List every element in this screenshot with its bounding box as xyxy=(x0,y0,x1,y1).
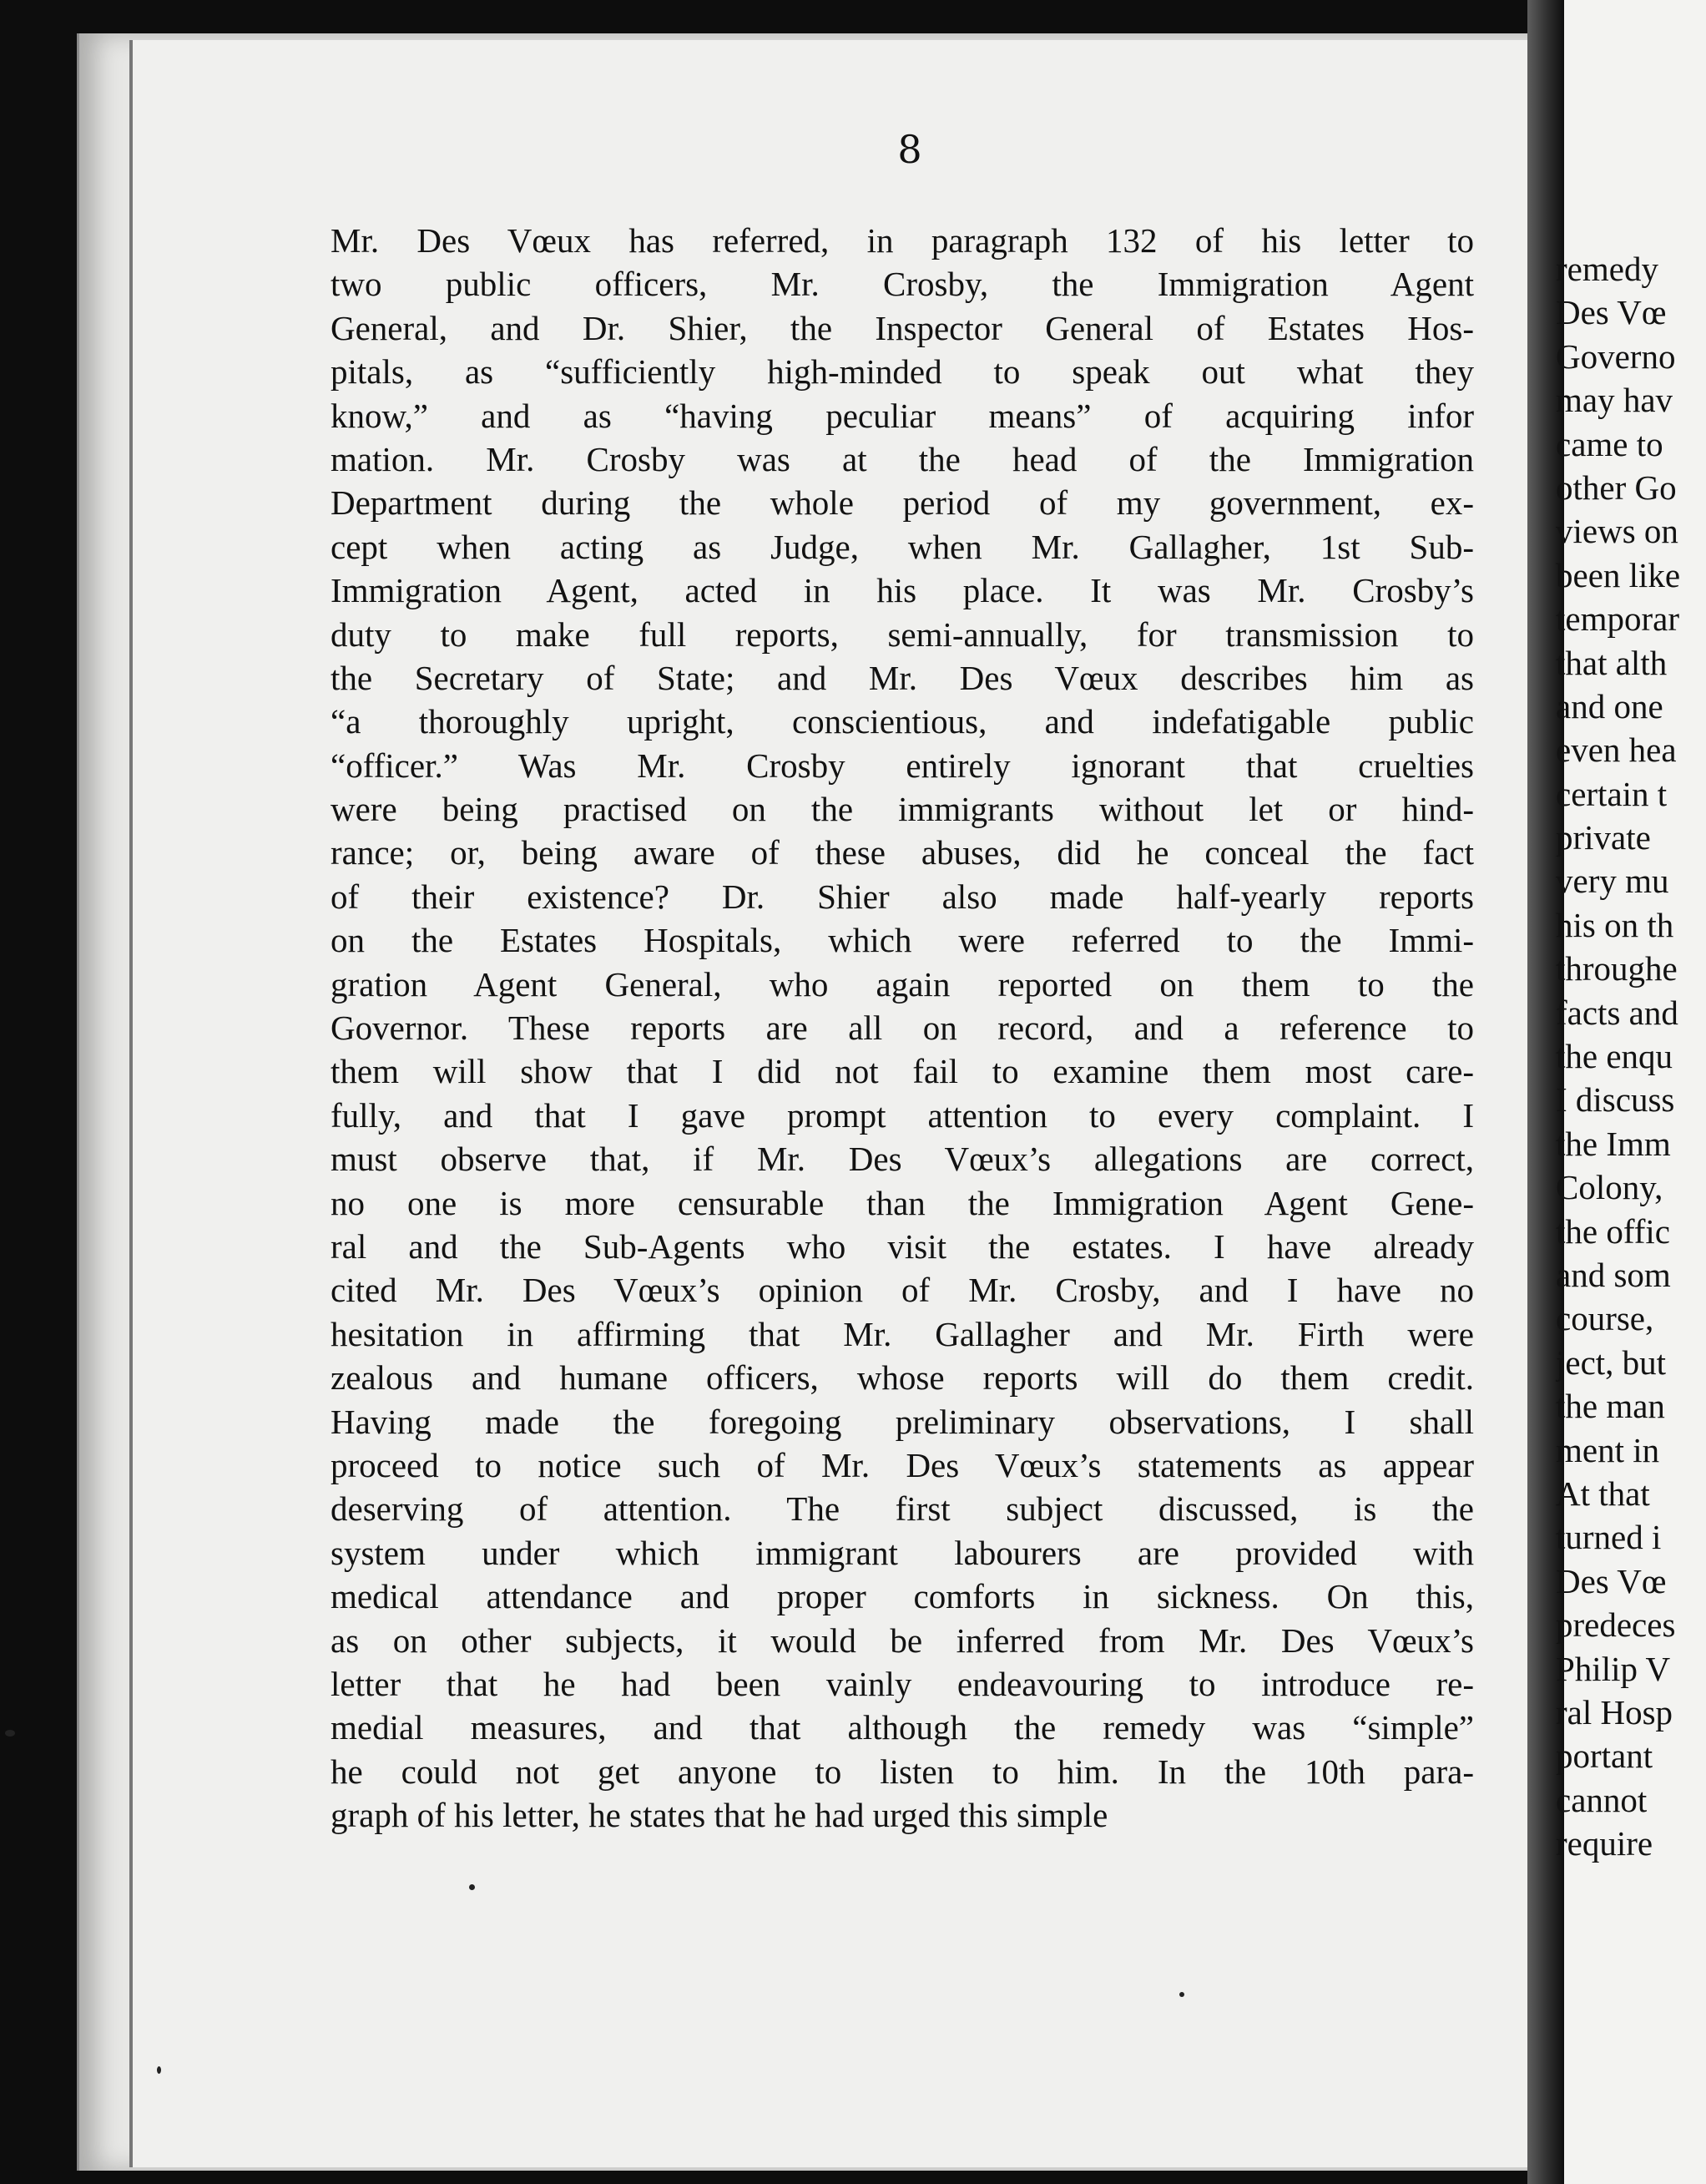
right-page-line: cannot xyxy=(1556,1780,1648,1819)
right-page-line: came to xyxy=(1556,424,1663,463)
right-page-line: views on xyxy=(1556,512,1678,551)
text-line: ral and the Sub-Agents who visit the estates. I have already xyxy=(331,1226,1474,1266)
right-page-line: the offic xyxy=(1556,1211,1670,1251)
text-line: no one is more censurable than the Immigration Agent Gene- xyxy=(331,1183,1474,1222)
text-line: graph of his letter, he states that he had urged this simple xyxy=(331,1796,1108,1835)
right-page-line: Governo xyxy=(1556,336,1676,376)
right-page-line: been like xyxy=(1556,555,1681,594)
text-line: deserving of attention. The first subject discussed, is the xyxy=(331,1489,1474,1529)
right-page-line: very mu xyxy=(1556,862,1669,901)
right-page-line: that alth xyxy=(1556,643,1668,682)
right-page-line: Des Vœ xyxy=(1556,293,1667,332)
text-line: gration Agent General, who again reported on them to the xyxy=(331,964,1474,1004)
right-page-line: the Imm xyxy=(1556,1124,1671,1163)
text-line: proceed to notice such of Mr. Des Vœux’s statements as appear xyxy=(331,1445,1474,1484)
right-page-text xyxy=(1556,247,1706,1865)
right-page-line: Des Vœ xyxy=(1556,1561,1667,1600)
text-line: rance; or, being aware of these abuses, did he conceal the fact xyxy=(331,833,1474,872)
text-line: duty to make full reports, semi-annually, for transmission to xyxy=(331,614,1474,654)
text-line: fully, and that I gave prompt attention to every complaint. I xyxy=(331,1095,1474,1135)
right-page-line: Philip V xyxy=(1556,1649,1671,1688)
right-page-line: private xyxy=(1556,818,1651,857)
page-number: 8 xyxy=(897,127,922,172)
right-page-line: course, xyxy=(1556,1299,1654,1338)
text-line: of their existence? Dr. Shier also made half-yearly reports xyxy=(331,877,1474,916)
text-line: must observe that, if Mr. Des Vœux’s allegations are correct, xyxy=(331,1140,1474,1179)
right-page-line: portant xyxy=(1556,1737,1653,1776)
text-line: Department during the whole period of my government, ex- xyxy=(331,483,1474,523)
right-page-line: his on th xyxy=(1556,905,1674,944)
right-page-line: I discuss xyxy=(1556,1080,1675,1120)
right-page-line: and som xyxy=(1556,1255,1671,1294)
right-page-line: other Go xyxy=(1556,468,1677,507)
text-line: he could not get anyone to listen to him. In the 10th para- xyxy=(331,1752,1474,1791)
text-line: hesitation in affirming that Mr. Gallagher and Mr. Firth were xyxy=(331,1314,1474,1353)
text-line: cept when acting as Judge, when Mr. Gallagher, 1st Sub- xyxy=(331,527,1474,566)
text-line: two public officers, Mr. Crosby, the Immigration Agent xyxy=(331,265,1474,304)
left-page-text xyxy=(331,219,1474,1837)
right-page-line: temporar xyxy=(1556,599,1679,639)
right-page-line: may hav xyxy=(1556,381,1673,420)
text-line: General, and Dr. Shier, the Inspector General of Estates Hos- xyxy=(331,308,1474,347)
right-page-line: ment in xyxy=(1556,1430,1660,1469)
ink-speck xyxy=(157,2066,161,2074)
text-line: Immigration Agent, acted in his place. It was Mr. Crosby’s xyxy=(331,571,1474,610)
text-line: pitals, as “sufficiently high-minded to speak out what they xyxy=(331,352,1474,392)
right-page-line: facts and xyxy=(1556,993,1678,1032)
right-page-line: even hea xyxy=(1556,731,1677,770)
text-line: as on other subjects, it would be inferred from Mr. Des Vœux’s xyxy=(331,1620,1474,1660)
text-line: “officer.” Was Mr. Crosby entirely ignorant that cruelties xyxy=(331,746,1474,785)
text-line: the Secretary of State; and Mr. Des Vœux describes him as xyxy=(331,658,1474,697)
right-page-line: Colony, xyxy=(1556,1168,1663,1207)
right-page-line: predeces xyxy=(1556,1605,1676,1645)
right-page-line: require xyxy=(1556,1824,1653,1863)
text-line: cited Mr. Des Vœux’s opinion of Mr. Crosby, and I have no xyxy=(331,1271,1474,1310)
right-page-line: turned i xyxy=(1556,1518,1662,1557)
text-line: Governor. These reports are all on record, and a reference to xyxy=(331,1009,1474,1048)
text-line: know,” and as “having peculiar means” of acquiring infor xyxy=(331,396,1474,435)
text-line: “a thoroughly upright, conscientious, and indefatigable public xyxy=(331,702,1474,741)
ink-speck xyxy=(5,1730,15,1737)
right-page-line: and one xyxy=(1556,686,1663,725)
ink-speck xyxy=(1179,1992,1184,1997)
text-line: mation. Mr. Crosby was at the head of the Immigration xyxy=(331,439,1474,478)
text-line: medial measures, and that although the remedy was “simple” xyxy=(331,1708,1474,1747)
right-page-line: the enqu xyxy=(1556,1037,1673,1076)
text-line: them will show that I did not fail to examine them most care- xyxy=(331,1052,1474,1091)
ink-speck xyxy=(469,1884,475,1890)
text-line: Mr. Des Vœux has referred, in paragraph 132 of his letter to xyxy=(331,221,1474,260)
text-line: Having made the foregoing preliminary observations, I shall xyxy=(331,1402,1474,1441)
right-page-line: certain t xyxy=(1556,774,1668,813)
right-page-line: ral Hosp xyxy=(1556,1692,1673,1732)
right-page-line: ject, but xyxy=(1556,1342,1667,1382)
text-line: were being practised on the immigrants without let or hind- xyxy=(331,790,1474,829)
text-line: letter that he had been vainly endeavouring to introduce re- xyxy=(331,1664,1474,1703)
text-line: medical attendance and proper comforts in sickness. On this, xyxy=(331,1577,1474,1616)
right-page-line: At that xyxy=(1556,1474,1650,1513)
right-page-line: remedy xyxy=(1556,250,1658,288)
text-line: system under which immigrant labourers are provided with xyxy=(331,1533,1474,1572)
text-line: on the Estates Hospitals, which were referred to the Immi- xyxy=(331,921,1474,960)
right-page-line: throughe xyxy=(1556,949,1678,988)
text-line: zealous and humane officers, whose reports will do them credit. xyxy=(331,1358,1474,1398)
right-page-line: the man xyxy=(1556,1387,1665,1426)
